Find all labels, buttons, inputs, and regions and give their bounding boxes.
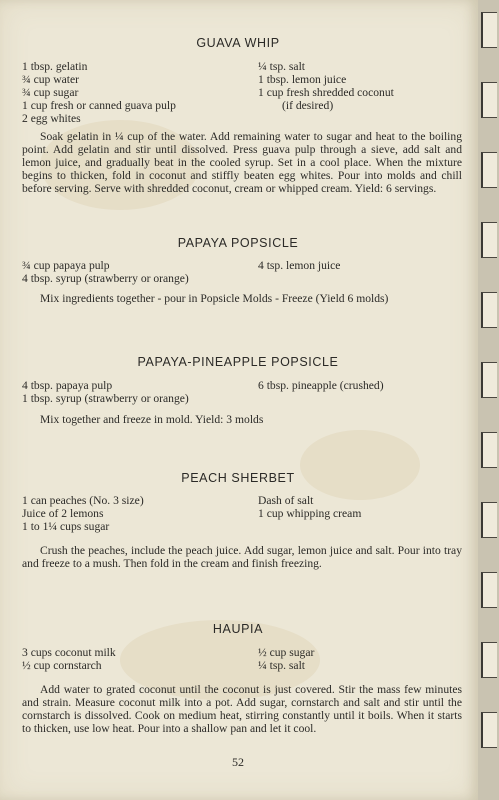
ingredient: ¼ tsp. salt bbox=[258, 60, 306, 73]
recipe-directions: Soak gelatin in ¼ cup of the water. Add remaining water to sugar and heat to the boiling point. Add gelatin and stir until dissolved. Press guava pulp through a sieve, add salt and lemon juice, and gradually beat in the cooled syrup. Set in a cool place. When the mixture begins to thicken, fold in coconut and stiffly beaten egg whites. Pour into molds and chill before serving. Serve with shredded coconut, cream or whipped cream. Yield: 6 servings. bbox=[22, 130, 462, 195]
ingredient: ¼ tsp. salt bbox=[258, 659, 306, 672]
ingredient: 4 tbsp. syrup (strawberry or orange) bbox=[22, 272, 189, 285]
ingredient: 4 tbsp. papaya pulp bbox=[22, 379, 113, 392]
ingredient: 1 cup whipping cream bbox=[258, 507, 362, 520]
ingredient: 1 tbsp. gelatin bbox=[22, 60, 88, 73]
recipe-directions: Crush the peaches, include the peach juice. Add sugar, lemon juice and salt. Pour into tray and freeze to a mush. Then fold in the cream and finish freezing. bbox=[22, 544, 462, 570]
ingredient: 1 cup fresh shredded coconut bbox=[258, 86, 394, 99]
recipe-title-peach-sherbet: PEACH SHERBET bbox=[181, 471, 295, 485]
index-tab bbox=[481, 222, 497, 258]
index-tab bbox=[481, 82, 497, 118]
ingredient-column-left bbox=[22, 379, 189, 405]
ingredient: 1 cup fresh or canned guava pulp bbox=[22, 99, 176, 112]
recipe-directions: Add water to grated coconut until the coconut is just covered. Stir the mass few minutes and strain. Measure coconut milk into a pot. Add sugar, cornstarch and salt and stir until the cornstarch is dissolved. Cook on medium heat, stirring constantly until it boils. When it starts to thicken, use low heat. Pour into a shallow pan and let it cool. bbox=[22, 683, 462, 735]
ingredient-column-right bbox=[258, 259, 340, 272]
ingredient: ½ cup cornstarch bbox=[22, 659, 102, 672]
paper-stain bbox=[300, 430, 420, 500]
index-tab bbox=[481, 642, 497, 678]
recipe-directions: Mix ingredients together - pour in Popsicle Molds - Freeze (Yield 6 molds) bbox=[40, 292, 389, 305]
ingredient-column-left bbox=[22, 646, 116, 672]
ingredient: 3 cups coconut milk bbox=[22, 646, 116, 659]
ingredient: 4 tsp. lemon juice bbox=[258, 259, 341, 272]
recipe-title-haupia: HAUPIA bbox=[212, 622, 264, 636]
index-tab bbox=[481, 502, 497, 538]
ingredient: 1 tbsp. lemon juice bbox=[258, 73, 347, 86]
index-tab bbox=[481, 432, 497, 468]
ingredient-column-right bbox=[258, 379, 384, 392]
ingredient-column-right bbox=[258, 60, 394, 112]
index-tab bbox=[481, 362, 497, 398]
ingredient: Juice of 2 lemons bbox=[22, 507, 104, 520]
ingredient: ¾ cup sugar bbox=[22, 86, 79, 99]
index-tab bbox=[481, 712, 497, 748]
recipe-directions: Mix together and freeze in mold. Yield: 3 molds bbox=[40, 413, 264, 426]
index-tab bbox=[481, 152, 497, 188]
ingredient: ¾ cup water bbox=[22, 73, 79, 86]
recipe-title-papaya-pineapple-popsicle: PAPAYA-PINEAPPLE POPSICLE bbox=[137, 355, 339, 369]
ingredient-column-left bbox=[22, 494, 144, 533]
ingredient: 2 egg whites bbox=[22, 112, 81, 125]
ingredient: 6 tbsp. pineapple (crushed) bbox=[258, 379, 384, 392]
ingredient-column-right bbox=[258, 494, 361, 520]
page-number: 52 bbox=[232, 755, 244, 769]
index-tab bbox=[481, 292, 497, 328]
ingredient: (if desired) bbox=[282, 99, 334, 112]
ingredient-column-left bbox=[22, 60, 176, 125]
index-tab bbox=[481, 12, 497, 48]
index-tab bbox=[481, 572, 497, 608]
ingredient: ½ cup sugar bbox=[258, 646, 315, 659]
ingredient: 1 to 1¼ cups sugar bbox=[22, 520, 110, 533]
page-edge-tabs bbox=[478, 0, 499, 800]
ingredient: 1 can peaches (No. 3 size) bbox=[22, 494, 144, 507]
ingredient: 1 tbsp. syrup (strawberry or orange) bbox=[22, 392, 189, 405]
ingredient-column-left bbox=[22, 259, 189, 285]
ingredient-column-right bbox=[258, 646, 314, 672]
ingredient: Dash of salt bbox=[258, 494, 314, 507]
recipe-title-guava-whip: GUAVA WHIP bbox=[196, 36, 280, 50]
recipe-title-papaya-popsicle: PAPAYA POPSICLE bbox=[177, 236, 299, 250]
ingredient: ¾ cup papaya pulp bbox=[22, 259, 110, 272]
